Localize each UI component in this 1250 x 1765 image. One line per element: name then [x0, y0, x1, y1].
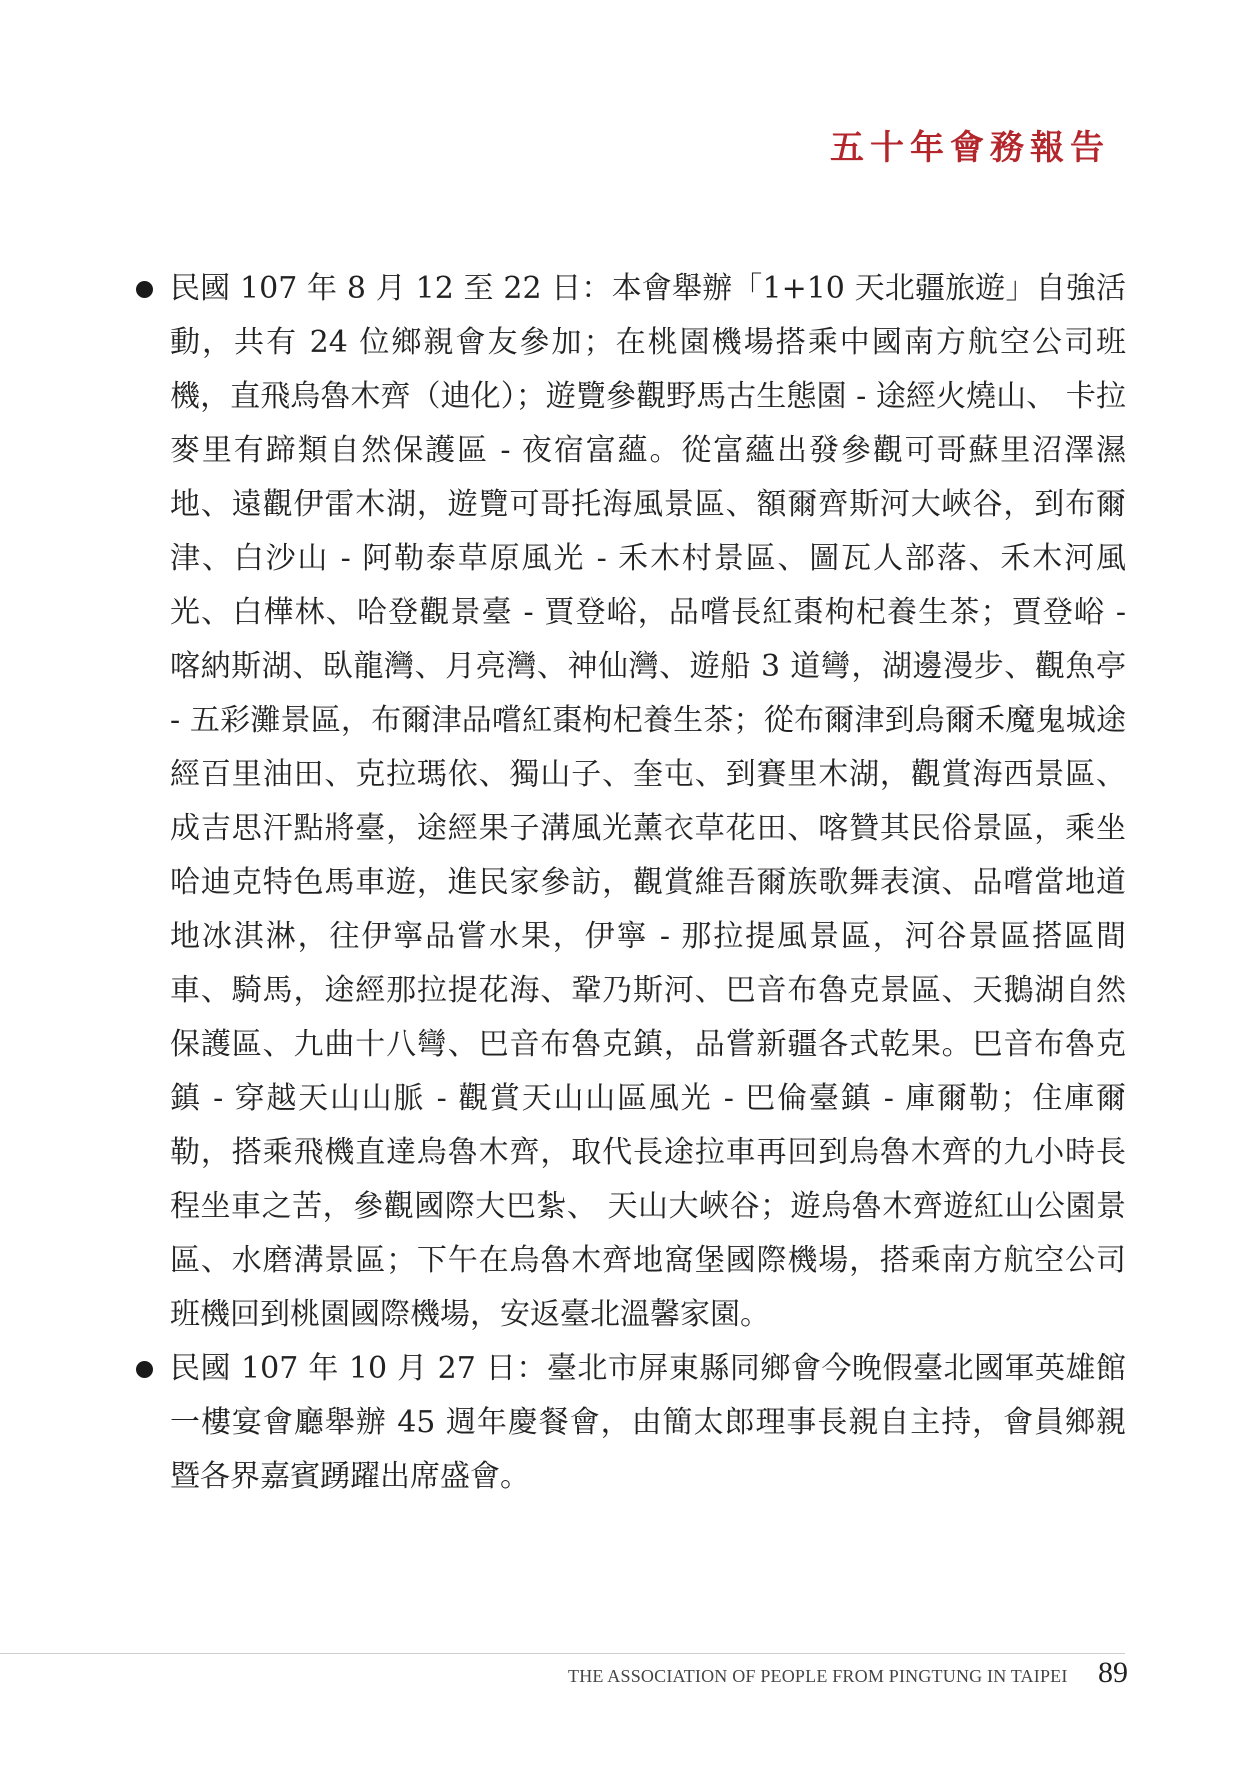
footer-publication-name: THE ASSOCIATION OF PEOPLE FROM PINGTUNG IN TAIPEI — [568, 1666, 1068, 1686]
bullet-item — [136, 262, 1126, 1342]
bullet-icon — [136, 281, 153, 298]
content-body — [136, 262, 1126, 1504]
bullet-icon — [136, 1361, 153, 1378]
bullet-item — [136, 1342, 1126, 1504]
footer-divider — [0, 1653, 1125, 1654]
page-header-title: 五十年會務報告 — [830, 128, 1110, 168]
page-number: 89 — [1098, 1656, 1128, 1689]
bullet-text: 民國 107 年 10 月 27 日：臺北市屏東縣同鄉會今晚假臺北國軍英雄館一樓宴會廳舉辦 45 週年慶餐會，由簡太郎理事長親自主持，會員鄉親暨各界嘉賓踴躍出席盛會。 — [170, 1351, 1126, 1494]
bullet-text: 民國 107 年 8 月 12 至 22 日：本會舉辦「1+10 天北疆旅遊」自強活動，共有 24 位鄉親會友參加；在桃園機場搭乘中國南方航空公司班機，直飛烏魯木齊（迪化）；遊覽參觀野馬古生態園 - 途經火燒山、 卡拉麥里有蹄類自然保護區 - 夜宿富蘊。從富蘊出發參觀可哥蘇里沼澤濕地、遠觀伊雷木湖，遊覽可哥托海風景區、額爾齊斯河大峽谷，到布爾津、白沙山 - 阿勒泰草原風光 - 禾木村景區、圖瓦人部落、禾木河風光、白樺林、哈登觀景臺 - 賈登峪，品嚐長紅棗枸杞養生茶；賈登峪 - 喀納斯湖、臥龍灣、月亮灣、神仙灣、遊船 3 道彎，湖邊漫步、觀魚亭 - 五彩灘景區，布爾津品嚐紅棗枸杞養生茶；從布爾津到烏爾禾魔鬼城途經百里油田、克拉瑪依、獨山子、奎屯、到賽里木湖，觀賞海西景區、成吉思汗點將臺，途經果子溝風光薰衣草花田、喀贊其民俗景區，乘坐哈迪克特色馬車遊，進民家參訪，觀賞維吾爾族歌舞表演、品嚐當地道地冰淇淋，往伊寧品嘗水果，伊寧 - 那拉提風景區，河谷景區搭區間車、騎馬，途經那拉提花海、鞏乃斯河、巴音布魯克景區、天鵝湖自然保護區、九曲十八彎、巴音布魯克鎮，品嘗新疆各式乾果。巴音布魯克鎮 - 穿越天山山脈 - 觀賞天山山區風光 - 巴倫臺鎮 - 庫爾勒；住庫爾勒，搭乘飛機直達烏魯木齊，取代長途拉車再回到烏魯木齊的九小時長程坐車之苦，參觀國際大巴紮、 天山大峽谷；遊烏魯木齊遊紅山公園景區、水磨溝景區；下午在烏魯木齊地窩堡國際機場，搭乘南方航空公司班機回到桃園國際機場，安返臺北溫馨家園。 — [170, 271, 1126, 1332]
